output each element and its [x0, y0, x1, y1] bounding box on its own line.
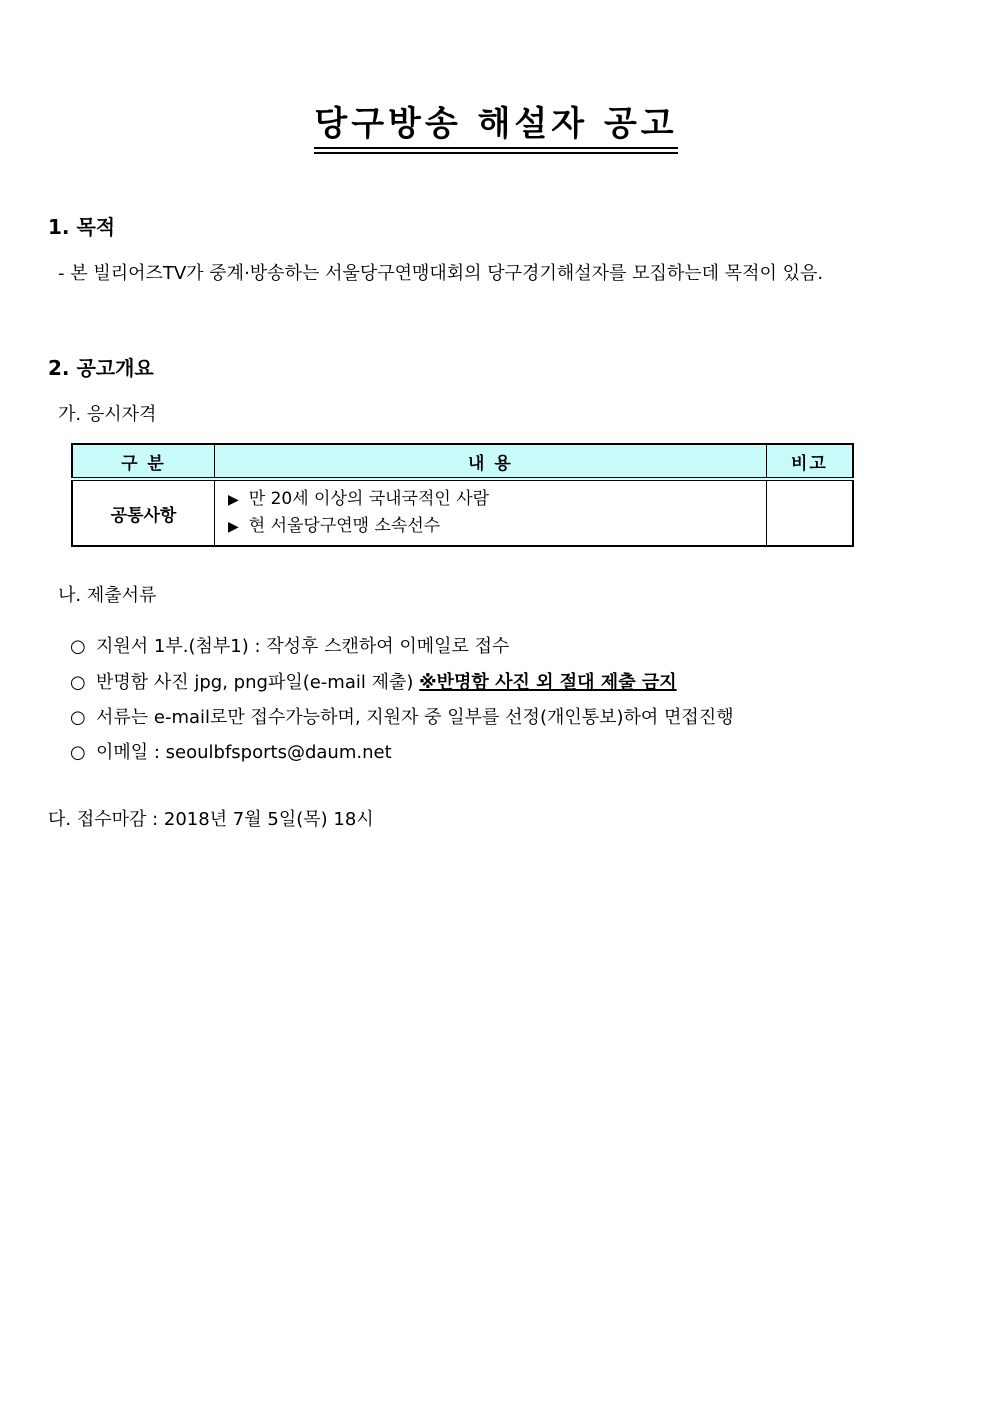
table-header-row [72, 444, 853, 479]
list-item: ○ 지원서 1부.(첨부1) : 작성후 스캔하여 이메일로 접수 [70, 636, 510, 657]
document-title: 당구방송 해설자 공고 [314, 96, 677, 154]
table-row [72, 479, 853, 546]
circle-bullet-icon: ○ [70, 672, 86, 693]
table-cell-content [214, 479, 766, 546]
section1-heading: 1. 목적 [48, 215, 116, 239]
triangle-bullet-icon: ▶ [227, 519, 239, 535]
circle-bullet-icon: ○ [70, 636, 86, 657]
triangle-bullet-icon: ▶ [227, 492, 239, 508]
circle-bullet-icon: ○ [70, 707, 86, 728]
section1-body: - 본 빌리어즈TV가 중계·방송하는 서울당구연맹대회의 당구경기해설자를 모집하는데 목적이 있음. [58, 263, 824, 284]
deadline: 다. 접수마감 : 2018년 7월 5일(목) 18시 [48, 809, 374, 830]
list-item: ○ 서류는 e-mail로만 접수가능하며, 지원자 중 일부를 선정(개인통보)하여 면접진행 [70, 707, 734, 728]
document-title-wrap [0, 96, 992, 154]
warning-text: ※반명함 사진 외 절대 제출 금지 [419, 672, 677, 693]
documents-subheading: 나. 제출서류 [58, 585, 157, 606]
list-item: ○ 반명함 사진 jpg, png파일(e-mail 제출) ※반명함 사진 외 절대 제출 금지 [70, 672, 677, 693]
table-header-category: 구 분 [72, 444, 214, 479]
table-cell-category: 공통사항 [72, 479, 214, 546]
circle-bullet-icon: ○ [70, 742, 86, 763]
list-item: ○ 이메일 : seoulbfsports@daum.net [70, 742, 392, 763]
qualification-table [71, 443, 854, 547]
table-header-note: 비고 [766, 444, 853, 479]
section2-heading: 2. 공고개요 [48, 356, 154, 380]
table-cell-note [766, 479, 853, 546]
content-line: ▶ 현 서울당구연맹 소속선수 [216, 513, 765, 540]
content-line: ▶ 만 20세 이상의 국내국적인 사람 [216, 486, 765, 513]
table-header-content: 내 용 [214, 444, 766, 479]
qualification-subheading: 가. 응시자격 [58, 404, 157, 425]
